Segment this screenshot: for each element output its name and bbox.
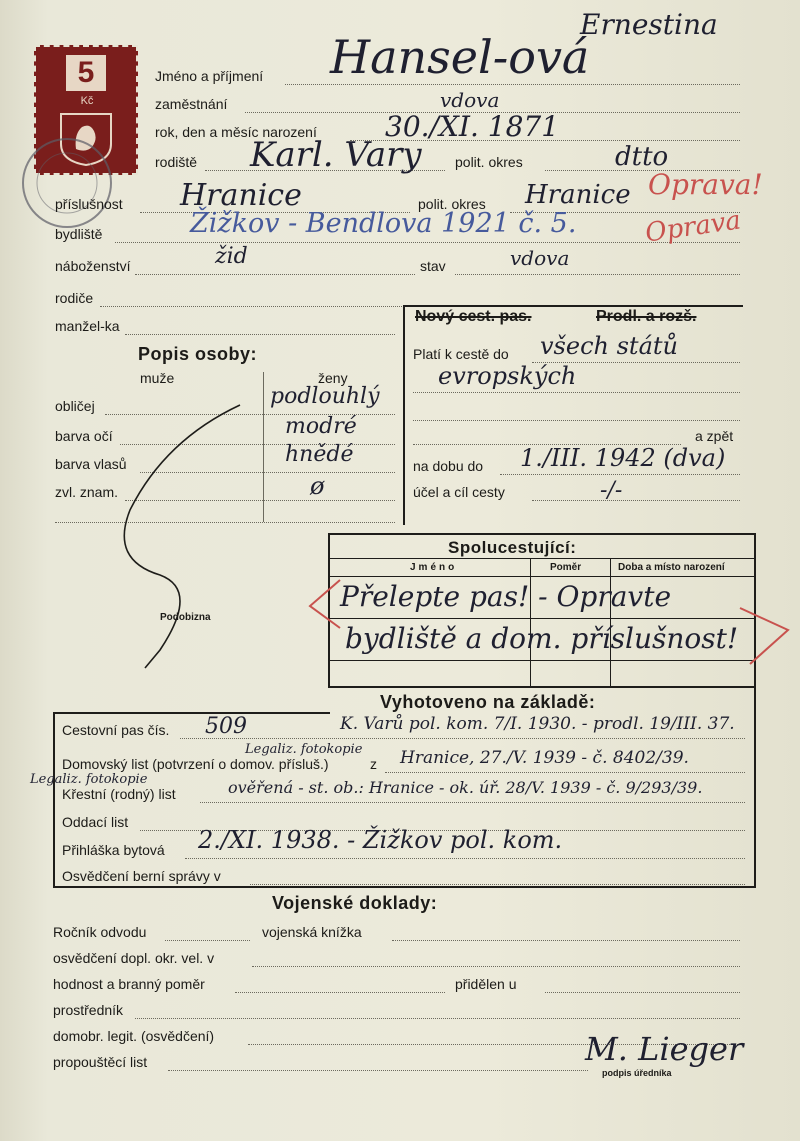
- eye-color-label: barva očí: [55, 428, 113, 444]
- official-signature: M. Lieger: [585, 1030, 744, 1068]
- correction-note-1: Oprava!: [648, 168, 763, 201]
- district2-value: Hranice: [525, 180, 631, 210]
- registration-line: [185, 858, 745, 859]
- passport-number-line: [180, 738, 745, 739]
- rank-line: [235, 992, 445, 993]
- face-value: podlouhlý: [270, 384, 380, 409]
- military-title: Vojenské doklady:: [272, 893, 438, 913]
- religion-line: [135, 274, 415, 275]
- discharge-label: propouštěcí list: [53, 1054, 148, 1070]
- passport-number-label: Cestovní pas čís.: [62, 722, 170, 738]
- birth-certificate-label: Křestní (rodný) list: [62, 786, 176, 802]
- signature-caption: podpis úředníka: [602, 1068, 672, 1078]
- valid-line-2: [413, 392, 740, 393]
- and-back-label: a zpět: [695, 428, 734, 444]
- assigned-line: [545, 992, 740, 993]
- citizenship-value: Hranice: [180, 178, 302, 213]
- domicile-from: z: [370, 756, 377, 772]
- occupation-label: zaměstnání: [155, 96, 228, 112]
- companions-box-bottom: [328, 686, 756, 688]
- residence-value: Žižkov - Bendlova 1921 č. 5.: [190, 208, 577, 239]
- face-label: obličej: [55, 398, 95, 414]
- valid-line-3: [413, 420, 740, 421]
- companions-col-relation: Poměr: [550, 562, 582, 573]
- registration-label: Přihláška bytová: [62, 842, 165, 858]
- draft-year-label: Ročník odvodu: [53, 924, 147, 940]
- tax-office-label: Osvědčení berní správy v: [62, 868, 221, 884]
- duration-label: na dobu do: [413, 458, 484, 474]
- name-label: Jméno a příjmení: [155, 68, 264, 84]
- companions-header-top: [330, 558, 754, 559]
- status-label: stav: [420, 258, 446, 274]
- passport-box-left: [403, 305, 405, 525]
- religion-value: žid: [215, 244, 248, 269]
- marriage-certificate-label: Oddací list: [62, 814, 129, 830]
- companions-note-2: bydliště a dom. příslušnost!: [345, 622, 739, 655]
- district2-label: polit. okres: [418, 196, 486, 212]
- district1-value: dtto: [615, 142, 669, 172]
- passport-title-extend: Prodl. a rozš.: [596, 308, 697, 325]
- basis-box-top: [53, 712, 330, 714]
- passport-title-new: Nový cest. pas.: [415, 308, 532, 325]
- purpose-value: -/-: [600, 478, 623, 503]
- valid-value-2: evropských: [438, 362, 577, 390]
- basis-box-bottom: [53, 886, 756, 888]
- valid-label: Platí k cestě do: [413, 346, 509, 362]
- photo-outline-curve: [105, 400, 265, 670]
- military-book-label: vojenská knížka: [262, 924, 362, 940]
- residence-label: bydliště: [55, 226, 103, 242]
- parents-label: rodiče: [55, 290, 94, 306]
- intermediary-label: prostředník: [53, 1002, 124, 1018]
- valid-value-1: všech států: [540, 332, 678, 360]
- district-certificate-line: [252, 966, 740, 967]
- basis-box-left: [53, 712, 55, 888]
- companions-col-name: Jméno: [410, 562, 458, 573]
- basis-title: Vyhotoveno na základě:: [380, 692, 596, 712]
- birth-label: rok, den a měsíc narození: [155, 124, 317, 140]
- marks-value: ø: [310, 472, 325, 500]
- name-line: [285, 84, 740, 85]
- passport-number-value: 509: [205, 714, 247, 739]
- stamp-value: 5: [66, 55, 106, 91]
- tax-office-line: [250, 884, 745, 885]
- photo-label: Podobizna: [160, 612, 211, 623]
- birthplace-label: rodiště: [155, 154, 198, 170]
- district1-label: polit. okres: [455, 154, 523, 170]
- purpose-label: účel a cíl cesty: [413, 484, 505, 500]
- domicile-value: Hranice, 27./V. 1939 - č. 8402/39.: [400, 748, 689, 768]
- military-book-line: [392, 940, 740, 941]
- birth-certificate-line: [200, 802, 745, 803]
- stamp-currency: Kč: [80, 95, 94, 107]
- birthplace-value: Karl. Vary: [250, 135, 422, 175]
- discharge-line: [168, 1070, 588, 1071]
- hair-color-label: barva vlasů: [55, 456, 127, 472]
- companions-col-birth: Doba a místo narození: [618, 562, 725, 573]
- status-value: vdova: [510, 246, 570, 270]
- legalization-note-2: Legaliz. fotokopie: [30, 772, 148, 787]
- first-name-handwritten: Ernestina: [580, 8, 718, 41]
- eye-color-value: modré: [285, 414, 357, 439]
- duration-line: [500, 474, 740, 475]
- rank-label: hodnost a branný poměr: [53, 976, 205, 992]
- duration-value: 1./III. 1942 (dva): [520, 444, 726, 472]
- hair-color-value: hnědé: [285, 442, 354, 467]
- birth-certificate-value: ověřená - st. ob.: Hranice - ok. úř. 28/V. 1939 - č. 9/293/39.: [228, 778, 703, 797]
- draft-year-line: [165, 940, 250, 941]
- domicile-label: Domovský list (potvrzení o domov. přísluš.): [62, 756, 329, 772]
- spouse-label: manžel-ka: [55, 318, 120, 334]
- registration-value: 2./XI. 1938. - Žižkov pol. kom.: [198, 826, 563, 854]
- description-title: Popis osoby:: [138, 344, 258, 364]
- passport-number-detail: K. Varů pol. kom. 7/I. 1930. - prodl. 19/III. 37.: [340, 714, 735, 734]
- companions-box-top: [328, 533, 756, 535]
- companions-note-1: Přelepte pas! - Opravte: [340, 580, 672, 613]
- correction-note-2: Oprava: [643, 205, 743, 249]
- spouse-line: [125, 334, 395, 335]
- district-certificate-label: osvědčení dopl. okr. vel. v: [53, 950, 215, 966]
- male-column-label: muže: [140, 370, 175, 386]
- status-line: [455, 274, 740, 275]
- assigned-label: přidělen u: [455, 976, 517, 992]
- legitimation-label: domobr. legit. (osvědčení): [53, 1028, 215, 1044]
- intermediary-line: [135, 1018, 740, 1019]
- domicile-line: [385, 772, 745, 773]
- companions-title: Spolucestující:: [448, 538, 577, 557]
- citizenship-label: příslušnost: [55, 196, 123, 212]
- religion-label: náboženství: [55, 258, 131, 274]
- name-value: Hansel-ová: [330, 30, 590, 84]
- legalization-note-1: Legaliz. fotokopie: [245, 742, 363, 757]
- passport-box-top: [403, 305, 743, 307]
- purpose-line: [532, 500, 740, 501]
- occupation-value: vdova: [440, 88, 500, 112]
- birth-value: 30./XI. 1871: [385, 110, 560, 143]
- marks-label: zvl. znam.: [55, 484, 119, 500]
- postmark-icon: [12, 128, 122, 238]
- female-column-label: ženy: [318, 370, 348, 386]
